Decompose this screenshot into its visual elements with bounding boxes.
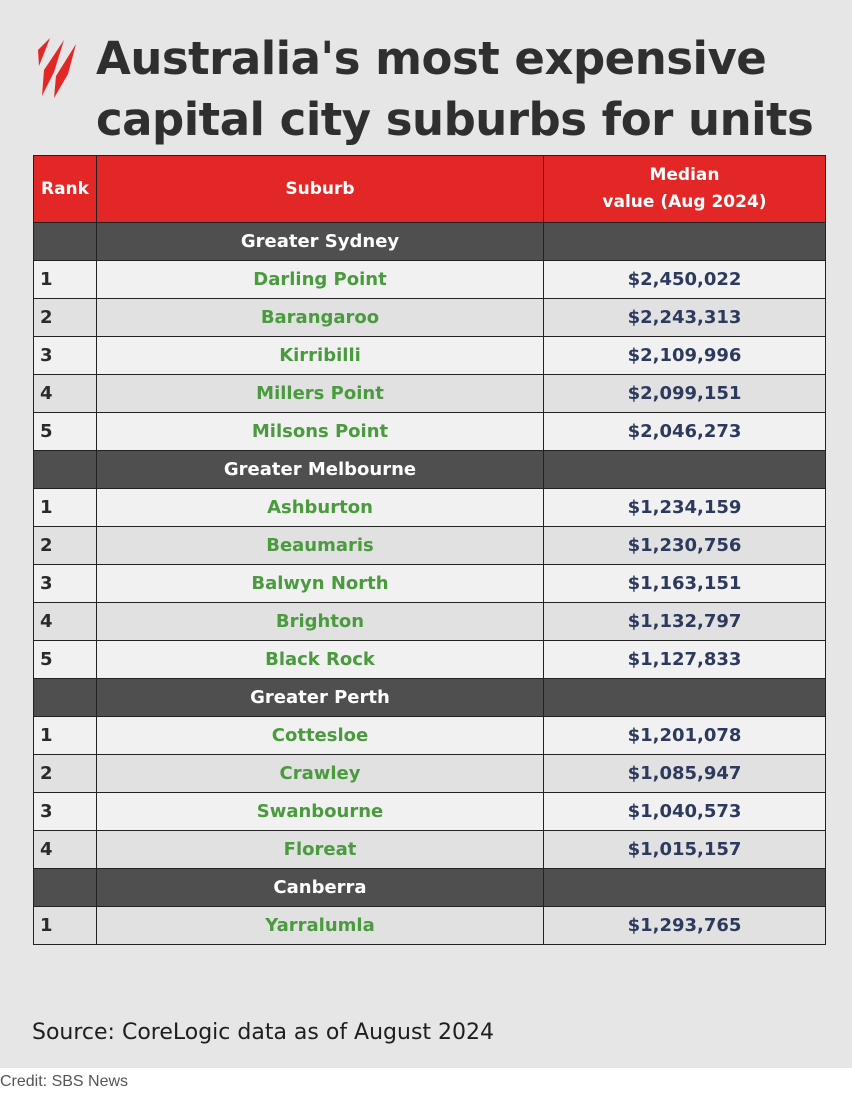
table-row — [34, 527, 826, 565]
table-row — [34, 261, 826, 299]
rank-cell: 2 — [34, 527, 97, 565]
median-value-cell: $2,243,313 — [544, 299, 826, 337]
table-body — [34, 223, 826, 945]
group-empty-cell — [34, 223, 97, 261]
header-median-line-2: value (Aug 2024) — [602, 192, 767, 212]
group-row — [34, 679, 826, 717]
table-row — [34, 375, 826, 413]
suburb-cell: Black Rock — [97, 641, 544, 679]
suburb-cell: Yarralumla — [97, 907, 544, 945]
rank-cell: 4 — [34, 603, 97, 641]
suburb-cell: Millers Point — [97, 375, 544, 413]
rank-cell: 3 — [34, 565, 97, 603]
rank-cell: 5 — [34, 413, 97, 451]
table-row — [34, 641, 826, 679]
group-row — [34, 223, 826, 261]
title-line-1: Australia's most expensive — [96, 32, 767, 85]
suburb-cell: Ashburton — [97, 489, 544, 527]
suburb-cell: Swanbourne — [97, 793, 544, 831]
rank-cell: 2 — [34, 755, 97, 793]
table-row — [34, 907, 826, 945]
suburb-cell: Cottesloe — [97, 717, 544, 755]
group-empty-cell — [544, 869, 826, 907]
suburb-cell: Darling Point — [97, 261, 544, 299]
table-header-row — [34, 156, 826, 223]
table-row — [34, 755, 826, 793]
rank-cell: 1 — [34, 261, 97, 299]
table-row — [34, 489, 826, 527]
rank-cell: 1 — [34, 907, 97, 945]
rank-cell: 1 — [34, 717, 97, 755]
median-value-cell: $1,201,078 — [544, 717, 826, 755]
suburb-cell: Kirribilli — [97, 337, 544, 375]
chart-title — [96, 28, 836, 150]
rank-cell: 4 — [34, 375, 97, 413]
group-name: Greater Perth — [97, 679, 544, 717]
header-median-value — [544, 156, 826, 223]
table-row — [34, 793, 826, 831]
group-row — [34, 451, 826, 489]
suburb-table — [33, 155, 826, 945]
group-empty-cell — [544, 679, 826, 717]
rank-cell: 2 — [34, 299, 97, 337]
suburb-cell: Beaumaris — [97, 527, 544, 565]
table-row — [34, 565, 826, 603]
header-suburb: Suburb — [97, 156, 544, 223]
rank-cell: 5 — [34, 641, 97, 679]
table-row — [34, 337, 826, 375]
group-empty-cell — [544, 223, 826, 261]
median-value-cell: $1,015,157 — [544, 831, 826, 869]
median-value-cell: $2,046,273 — [544, 413, 826, 451]
median-value-cell: $1,085,947 — [544, 755, 826, 793]
rank-cell: 1 — [34, 489, 97, 527]
header-median-line-1: Median — [649, 165, 720, 185]
median-value-cell: $2,450,022 — [544, 261, 826, 299]
header-rank: Rank — [34, 156, 97, 223]
rank-cell: 3 — [34, 793, 97, 831]
median-value-cell: $1,163,151 — [544, 565, 826, 603]
median-value-cell: $1,132,797 — [544, 603, 826, 641]
sbs-logo-icon — [30, 36, 80, 102]
table-row — [34, 413, 826, 451]
median-value-cell: $1,127,833 — [544, 641, 826, 679]
table-row — [34, 831, 826, 869]
suburb-cell: Milsons Point — [97, 413, 544, 451]
group-empty-cell — [34, 869, 97, 907]
median-value-cell: $1,293,765 — [544, 907, 826, 945]
suburb-cell: Floreat — [97, 831, 544, 869]
table-row — [34, 603, 826, 641]
median-value-cell: $2,099,151 — [544, 375, 826, 413]
suburb-cell: Balwyn North — [97, 565, 544, 603]
suburb-cell: Barangaroo — [97, 299, 544, 337]
table-row — [34, 717, 826, 755]
group-name: Canberra — [97, 869, 544, 907]
source-note: Source: CoreLogic data as of August 2024 — [32, 1020, 495, 1045]
suburb-cell: Crawley — [97, 755, 544, 793]
title-line-2: capital city suburbs for units — [96, 93, 814, 146]
median-value-cell: $1,040,573 — [544, 793, 826, 831]
suburb-cell: Brighton — [97, 603, 544, 641]
table-row — [34, 299, 826, 337]
credit-note: Credit: SBS News — [0, 1073, 129, 1090]
group-empty-cell — [34, 679, 97, 717]
rank-cell: 4 — [34, 831, 97, 869]
median-value-cell: $1,234,159 — [544, 489, 826, 527]
group-name: Greater Melbourne — [97, 451, 544, 489]
group-row — [34, 869, 826, 907]
rank-cell: 3 — [34, 337, 97, 375]
median-value-cell: $2,109,996 — [544, 337, 826, 375]
group-name: Greater Sydney — [97, 223, 544, 261]
group-empty-cell — [544, 451, 826, 489]
median-value-cell: $1,230,756 — [544, 527, 826, 565]
group-empty-cell — [34, 451, 97, 489]
